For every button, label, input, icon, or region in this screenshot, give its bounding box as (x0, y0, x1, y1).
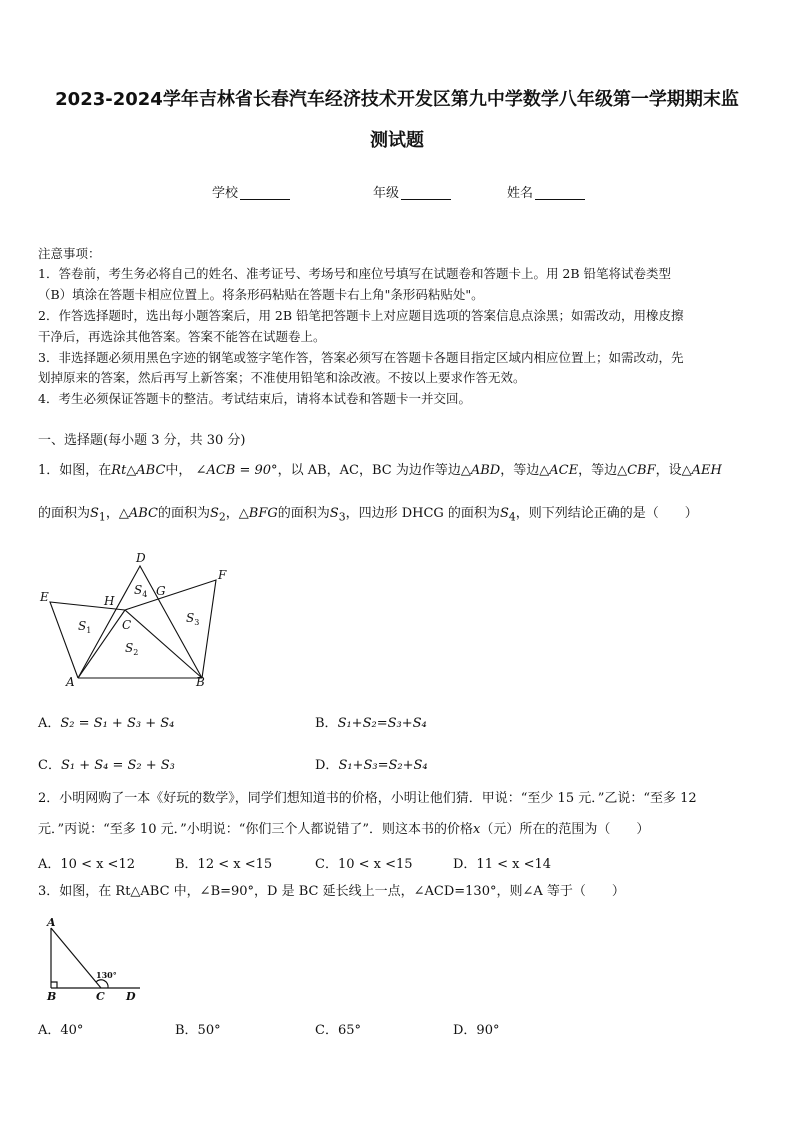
fig-label-a: A (66, 675, 75, 689)
grade-field (373, 182, 451, 201)
q1-text: ， (225, 506, 239, 521)
q1-math: △ACE (539, 463, 579, 478)
q2-text-line-2 (38, 822, 649, 838)
section-heading: 一、选择题(每小题 3 分，共 30 分) (38, 433, 246, 448)
option-expr: S₁+S₃=S₂+S₄ (338, 758, 428, 773)
fig-label-g: G (156, 584, 166, 598)
school-field (212, 182, 290, 201)
q1-option-a[interactable] (38, 712, 174, 731)
option-letter: D． (315, 758, 339, 773)
q1-math-sub: 4 (508, 510, 516, 524)
q1-math: △BFG (238, 506, 278, 521)
option-expr: S₁ + S₄ = S₂ + S₃ (60, 758, 175, 773)
q1-text: 的面积为 (38, 506, 91, 521)
q2-option-a[interactable]: A．10 < x <12 (38, 857, 135, 872)
fig-label-s3: $S_3$ (186, 611, 200, 627)
fig-segment-ac (51, 928, 101, 988)
q2-option-c[interactable]: C．10 < x <15 (315, 857, 413, 872)
q3-option-a[interactable]: A．40° (38, 1023, 84, 1038)
q3-option-b[interactable]: B．50° (175, 1023, 221, 1038)
notice-line: 4．考生必须保证答题卡的整洁。考试结束后，请将本试卷和答题卡一并交回。 (38, 391, 471, 406)
notice-heading: 注意事项： (38, 246, 101, 261)
q1-math: △ABC (118, 506, 158, 521)
q1-text: 的面积为 (277, 506, 330, 521)
option-expr: S₁+S₂=S₃+S₄ (337, 716, 427, 731)
option-letter: C． (38, 758, 61, 773)
exam-title-line-1: 2023-2024学年吉林省长春汽车经济技术开发区第九中学数学八年级第一学期期末监 (55, 89, 739, 110)
q1-text: 1．如图，在 (38, 463, 112, 478)
q1-math-sub: 3 (338, 510, 346, 524)
q2-text: （元）所在的范围为（ ） (480, 822, 650, 837)
q1-math: S (329, 506, 339, 521)
fig-label-c: C (122, 618, 132, 632)
q3-option-c[interactable]: C．65° (315, 1023, 361, 1038)
name-field (507, 182, 585, 201)
q1-text: ，则下列结论正确的是（ ） (515, 506, 698, 521)
q3-option-d[interactable]: D．90° (453, 1023, 500, 1038)
fig-label-b: B (47, 990, 57, 1003)
q1-math: Rt△ABC (111, 463, 166, 478)
school-blank[interactable] (240, 185, 290, 200)
q1-text: ，等边 (500, 463, 540, 478)
q1-math: S (90, 506, 99, 521)
q2-option-b[interactable]: B．12 < x <15 (175, 857, 273, 872)
q1-math: △ABD (460, 463, 501, 478)
q1-math-sub: 1 (98, 510, 106, 524)
q1-math: ∠ACB = 90° (195, 463, 278, 478)
q1-math-sub: 2 (218, 510, 226, 524)
q3-text-line-1: 3．如图，在 Rt△ABC 中，∠B=90°，D 是 BC 延长线上一点，∠ACD=130°，则∠A 等于（ ） (38, 884, 625, 899)
name-label: 姓名 (507, 186, 534, 201)
notice-line: 1．答卷前，考生务必将自己的姓名、准考证号、考场号和座位号填写在试题卷和答题卡上。用 2B 铅笔将试卷类型 (38, 266, 672, 281)
q1-text: ，以 AB，AC，BC 为边作等边 (277, 463, 461, 478)
q1-text-line-2 (38, 506, 698, 526)
fig-right-angle-mark (51, 982, 57, 988)
fig-label-s4: $S_4$ (134, 583, 148, 599)
fig-label-d: D (126, 990, 136, 1003)
fig-label-s1: $S_1$ (78, 619, 92, 635)
exam-title-line-2: 测试题 (370, 130, 424, 151)
option-expr: S₂ = S₁ + S₃ + S₄ (60, 716, 175, 731)
notice-line: 2．作答选择题时，选出每小题答案后，用 2B 铅笔把答题卡上对应题目选项的答案信息点涂黑；如需改动，用橡皮擦 (38, 308, 684, 323)
q1-text: ，等边 (578, 463, 618, 478)
fig-label-e: E (40, 590, 49, 604)
q1-option-b[interactable] (315, 712, 427, 731)
fig-label-d: D (136, 551, 146, 565)
grade-blank[interactable] (401, 185, 451, 200)
q1-text: 的面积为 (157, 506, 210, 521)
option-letter: A． (38, 716, 61, 731)
q1-text: ， (105, 506, 119, 521)
q1-math: △AEH (681, 463, 722, 478)
fig-label-a: A (47, 916, 56, 929)
notice-line: 3．非选择题必须用黑色字迹的钢笔或签字笔作答，答案必须写在答题卡各题目指定区域内相应位置上；如需改动，先 (38, 350, 684, 365)
q1-text: ，设 (655, 463, 682, 478)
q2-text-line-1: 2．小明网购了一本《好玩的数学》，同学们想知道书的价格，小明让他们猜．甲说：“至少 15 元．”乙说：“至多 12 (38, 791, 697, 806)
q1-figure (38, 548, 238, 688)
q1-option-c[interactable] (38, 754, 175, 773)
q1-text: ，四边形 DHCG 的面积为 (345, 506, 500, 521)
name-blank[interactable] (535, 185, 585, 200)
q1-text: 中， (165, 463, 192, 478)
fig-label-b: B (196, 675, 205, 689)
q1-option-d[interactable] (315, 754, 428, 773)
q2-option-d[interactable]: D．11 < x <14 (453, 857, 552, 872)
q2-math: x (473, 822, 481, 837)
q1-math: S (499, 506, 509, 521)
grade-label: 年级 (373, 186, 400, 201)
q1-math: S (209, 506, 219, 521)
fig-label-s2: $S_2$ (125, 641, 139, 657)
fig-label-angle: 130° (96, 970, 117, 980)
q3-figure (42, 918, 152, 1003)
fig-label-c: C (96, 990, 105, 1003)
q1-math: △CBF (617, 463, 656, 478)
notice-line: 划掉原来的答案，然后再写上新答案；不准使用铅笔和涂改液。不按以上要求作答无效。 (38, 370, 526, 385)
notice-line: 干净后，再选涂其他答案。答案不能答在试题卷上。 (38, 329, 326, 344)
q1-text-line-1 (38, 463, 722, 479)
school-label: 学校 (212, 186, 239, 201)
q2-text: 元．”丙说：“至多 10 元．”小明说：“你们三个人都说错了”．则这本书的价格 (38, 822, 474, 837)
notice-line: （B）填涂在答题卡相应位置上。将条形码粘贴在答题卡右上角"条形码粘贴处"。 (38, 287, 484, 302)
option-letter: B． (315, 716, 338, 731)
fig-label-f: F (218, 568, 227, 582)
fig-label-h: H (104, 594, 115, 608)
